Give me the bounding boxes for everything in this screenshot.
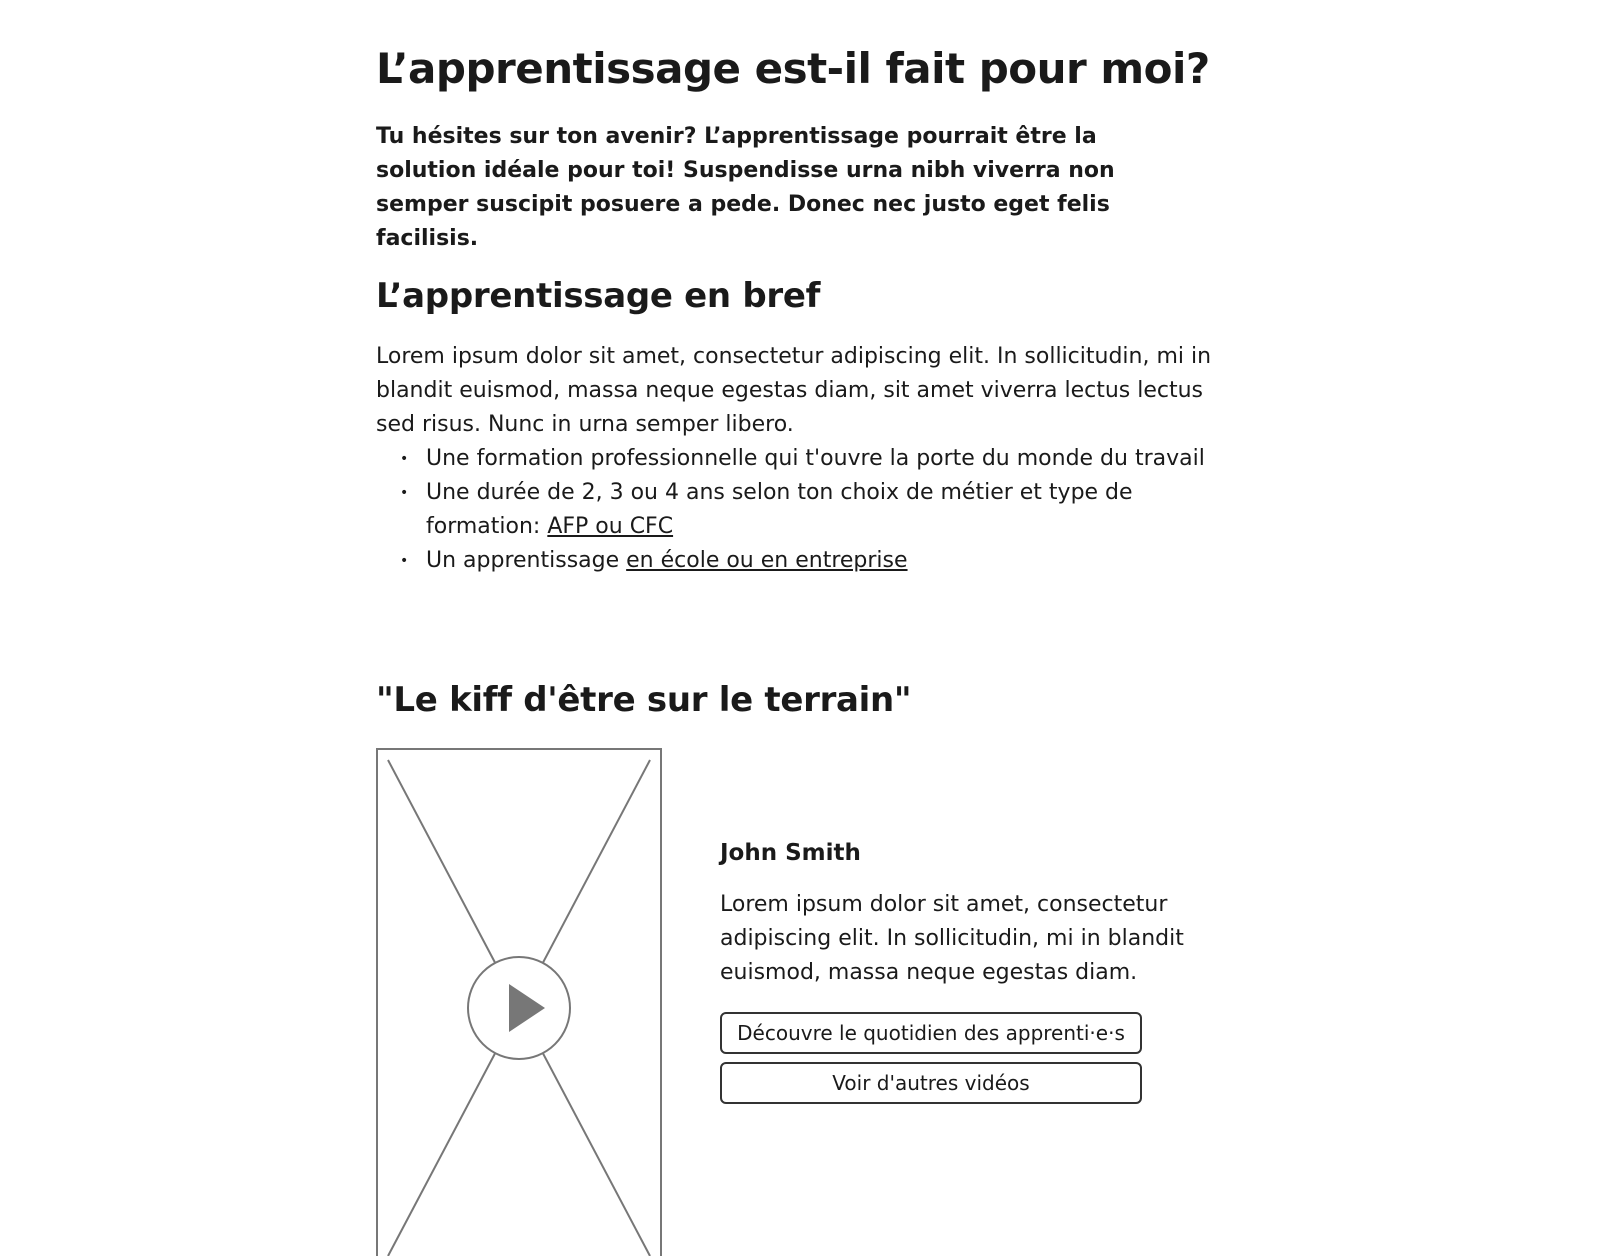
section-title-brief: L’apprentissage en bref <box>376 276 821 316</box>
discover-daily-button[interactable]: Découvre le quotidien des apprenti·e·s <box>720 1012 1142 1054</box>
video-placeholder-graphic <box>378 750 660 1256</box>
play-icon[interactable] <box>468 957 570 1059</box>
list-item <box>376 442 1216 476</box>
brief-list <box>376 442 1216 578</box>
bullet-icon: • <box>400 553 409 569</box>
list-item <box>376 544 1216 578</box>
person-name: John Smith <box>720 840 861 866</box>
testimonial-card <box>720 836 1200 1104</box>
brief-paragraph: Lorem ipsum dolor sit amet, consectetur adipiscing elit. In sollicitudin, mi in blandit euismod, massa neque egestas diam, sit amet viverra lectus lectus sed risus. Nunc in urna semper libero. <box>376 344 1212 437</box>
video-placeholder[interactable] <box>376 748 662 1256</box>
testimonial-text: Lorem ipsum dolor sit amet, consectetur adipiscing elit. In sollicitudin, mi in blandit euismod, massa neque egestas diam. <box>720 892 1184 985</box>
bullet-icon: • <box>400 451 409 467</box>
link-afp-cfc[interactable]: AFP ou CFC <box>547 514 674 539</box>
intro-lead: Tu hésites sur ton avenir? L’apprentissage pourrait être la solution idéale pour toi! Suspendisse urna nibh viverra non semper suscipit posuere a pede. Donec nec justo eget felis facilisis. <box>376 124 1115 251</box>
list-item-text: Une durée de 2, 3 ou 4 ans selon ton choix de métier et type de formation: <box>426 480 1133 539</box>
more-videos-button[interactable]: Voir d'autres vidéos <box>720 1062 1142 1104</box>
section-title-testimonial: "Le kiff d'être sur le terrain" <box>376 680 912 720</box>
bullet-icon: • <box>400 485 409 501</box>
page-title: L’apprentissage est-il fait pour moi? <box>376 44 1210 93</box>
list-item <box>376 476 1216 544</box>
list-item-text: Une formation professionnelle qui t'ouvre la porte du monde du travail <box>426 446 1205 471</box>
list-item-text: Un apprentissage <box>426 548 627 573</box>
link-ecole-entreprise[interactable]: en école ou en entreprise <box>626 548 908 573</box>
